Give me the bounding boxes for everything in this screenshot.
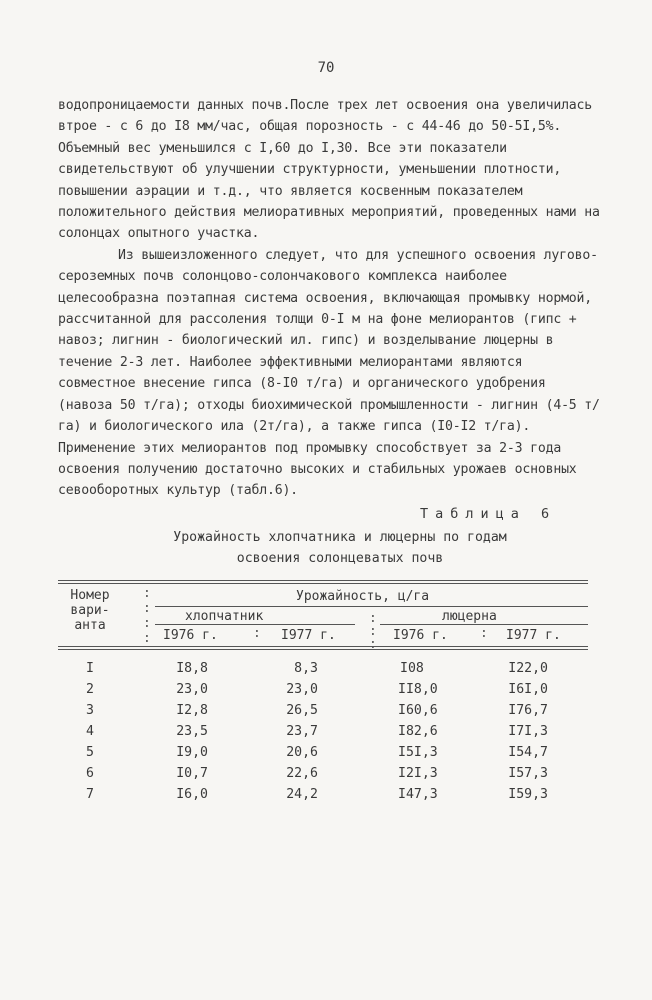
header-rule [155,606,588,607]
paragraph-2: Из вышеизложенного следует, что для успешного освоения лугово-сероземных почв солонцово-солончакового комплекса наиболее целесообразна поэтапная система освоения, включающая промывку нормой, рассчитанной для рассоления толщи 0-I м на фоне мелиорантов (гипс + навоз; лигнин - биологический ил. гипс) и возделывание люцерны в течение 2-3 лет. Наиболее эффективными мелиорантами являются совместное внесение гипса (8-I0 т/га) и органического удобрения (навоза 50 т/га); отходы биохимической промышленности - лигнин (4-5 т/га) и биологического ила (2т/га), а также гипса (I0-I2 т/га). Применение этих мелиорантов под промывку способствует за 2-3 года освоения получению достаточно высоких и стабильных урожаев основных севооборотных культур (табл.6). [58,247,600,499]
column-separator: : [253,626,261,641]
paragraph-1: водопроницаемости данных почв.После трех лет освоения она увеличилась втрое - с 6 до I8 мм/час, общая порозность - с 44-46 до 50-5I,5%. Объемный вес уменьшился с I,60 до I,30. Все эти показатели свидетельствуют об улучшении структурности, уменьшении плотности, повышении аэрации и т.д., что является косвенным показателем положительного действия мелиоративных мероприятий, проведенных нами на солонцах опытного участка. [58,98,600,242]
header-alfalfa: люцерна [442,609,497,624]
column-separator: : : : : [143,586,151,646]
table-title [100,527,580,569]
header-alfalfa-1977: I977 г. [506,628,561,643]
header-alfalfa-1976: I976 г. [393,628,448,643]
table-top-rule-2 [58,583,588,584]
header-variant: Номер вари- анта [70,588,110,633]
header-cotton-1976: I976 г. [163,628,218,643]
column-separator: : [480,626,488,641]
column-separator: : : : [369,611,377,652]
header-bottom-rule-2 [58,649,588,650]
header-bottom-rule [58,646,588,647]
table-title-line-1: Урожайность хлопчатника и люцерны по годам [173,530,507,545]
table-top-rule [58,580,588,581]
header-cotton-1977: I977 г. [281,628,336,643]
header-rule [380,624,588,625]
page-number: 70 [317,60,335,76]
header-rule [155,624,355,625]
header-yield: Урожайность, ц/га [296,589,430,604]
table-label: Таблица 6 [420,506,557,522]
header-cotton: хлопчатник [185,609,264,624]
table-title-line-2: освоения солонцеватых почв [236,551,444,566]
body-text [58,95,606,502]
